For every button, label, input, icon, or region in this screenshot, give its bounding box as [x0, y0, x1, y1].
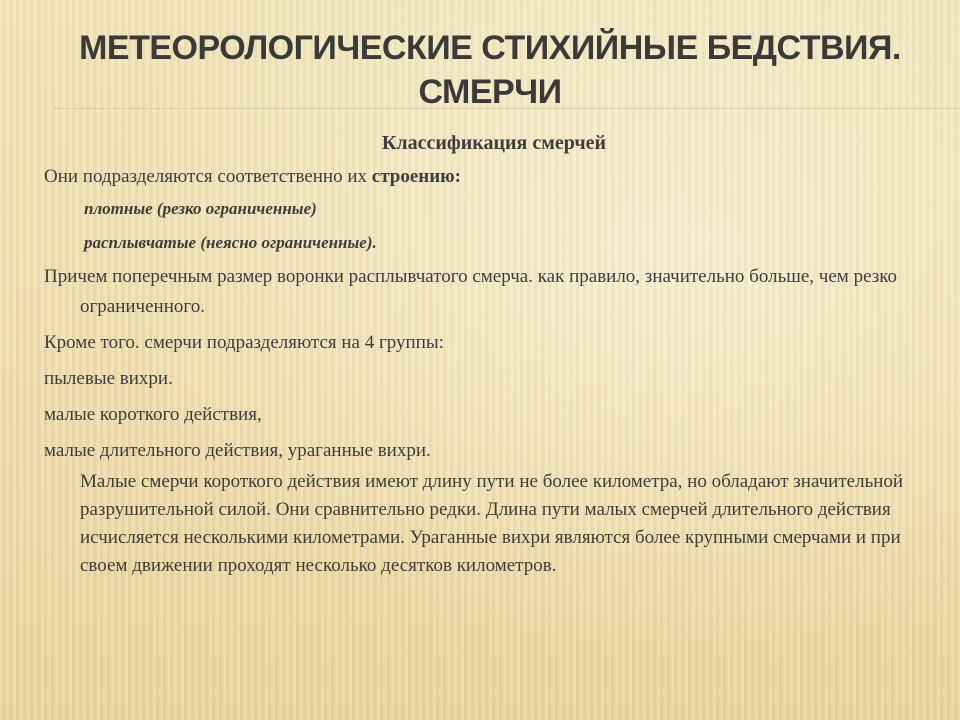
slide-body [44, 128, 934, 580]
slide-title [60, 26, 920, 114]
group-item-dust: пылевые вихри. [44, 368, 173, 389]
paragraph-groups-intro: Кроме того. смерчи подразделяются на 4 группы: [44, 332, 444, 353]
group-item-long: малые длительного действия, ураганные вихри. [44, 440, 431, 461]
paragraph-funnel-size: Причем поперечным размер воронки расплывчатого смерча. как правило, значительно больше, чем резко ограниченного. [44, 266, 898, 317]
paragraph-structure-text: Они подразделяются соответственно их [44, 166, 372, 187]
section-subheading: Классификация смерчей [381, 132, 607, 154]
structure-item-dense: плотные (резко ограниченные) [84, 199, 317, 218]
title-divider [54, 108, 960, 109]
paragraph-details: Малые смерчи короткого действия имеют длину пути не более километра, но обладают значительной разрушительной силой. Они сравнительно редки. Длина пути малых смерчей длительного действия исчисляется несколькими километрами. Ураганные вихри являются более крупными смерчами и при своем движении проходят несколько десятков километров. [80, 471, 904, 576]
slide-title-line1: МЕТЕОРОЛОГИЧЕСКИЕ СТИХИЙНЫЕ БЕДСТВИЯ. [79, 29, 901, 67]
paragraph-structure-bold: строению: [371, 166, 462, 187]
slide-title-line2: СМЕРЧИ [418, 73, 562, 111]
group-item-short: малые короткого действия, [44, 404, 262, 425]
paragraph-structure [44, 162, 934, 192]
structure-item-diffuse: расплывчатые (неясно ограниченные). [84, 233, 377, 252]
